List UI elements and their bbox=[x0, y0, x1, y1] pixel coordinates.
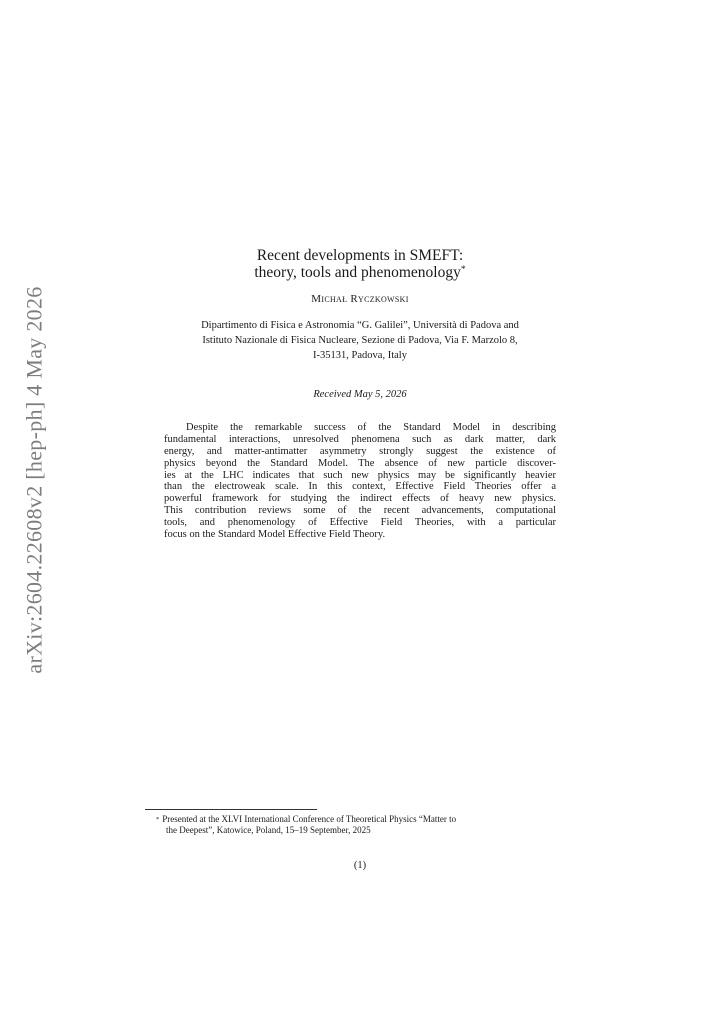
abstract bbox=[164, 422, 556, 541]
footnote-line-1-text: Presented at the XLVI International Conference of Theoretical Physics “Matter to bbox=[162, 814, 457, 824]
abstract-line: This contribution reviews some of the recent advancements, computational bbox=[164, 505, 556, 517]
footnote-line-2: the Deepest”, Katowice, Poland, 15–19 September, 2025 bbox=[166, 825, 371, 835]
footnote-mark: * bbox=[156, 816, 160, 823]
arxiv-identifier-text: arXiv:2604.22608v2 [hep-ph] 4 May 2026 bbox=[22, 286, 47, 674]
author-name: Michał Ryczkowski bbox=[311, 293, 409, 305]
paper-title-line-2 bbox=[150, 264, 570, 281]
abstract-line: powerful framework for studying the indirect effects of heavy new physics. bbox=[164, 493, 556, 505]
affiliation-line-1: Dipartimento di Fisica e Astronomia “G. Galilei”, Università di Padova and bbox=[201, 320, 519, 331]
paper-title-line-2-text: theory, tools and phenomenology bbox=[254, 264, 461, 281]
affiliation-line-2: Istituto Nazionale di Fisica Nucleare, Sezione di Padova, Via F. Marzolo 8, bbox=[202, 335, 518, 346]
abstract-line: focus on the Standard Model Effective Field Theory. bbox=[164, 529, 386, 541]
abstract-line: fundamental interactions, unresolved phenomena such as dark matter, dark bbox=[164, 433, 556, 445]
abstract-line: Despite the remarkable success of the Standard Model in describing bbox=[186, 422, 556, 433]
arxiv-identifier bbox=[17, 286, 53, 674]
footnote-rule bbox=[145, 809, 317, 810]
abstract-line: than the electroweak scale. In this context, Effective Field Theories offer a bbox=[164, 481, 556, 493]
abstract-line: tools, and phenomenology of Effective Field Theories, with a particular bbox=[164, 517, 556, 529]
abstract-line: energy, and matter-antimatter asymmetry strongly suggest the existence of bbox=[164, 445, 556, 457]
paper-title-line-1: Recent developments in SMEFT: bbox=[256, 247, 464, 264]
title-footnote-mark: * bbox=[460, 265, 466, 275]
page-number: (1) bbox=[353, 860, 367, 871]
abstract-line: ies at the LHC indicates that such new physics may be significantly heavier bbox=[164, 469, 556, 481]
footnote-line-1 bbox=[156, 814, 586, 825]
abstract-line: physics beyond the Standard Model. The absence of new particle discover- bbox=[164, 457, 556, 469]
affiliation-line-3: I-35131, Padova, Italy bbox=[313, 350, 407, 361]
received-date: Received May 5, 2026 bbox=[313, 389, 407, 400]
